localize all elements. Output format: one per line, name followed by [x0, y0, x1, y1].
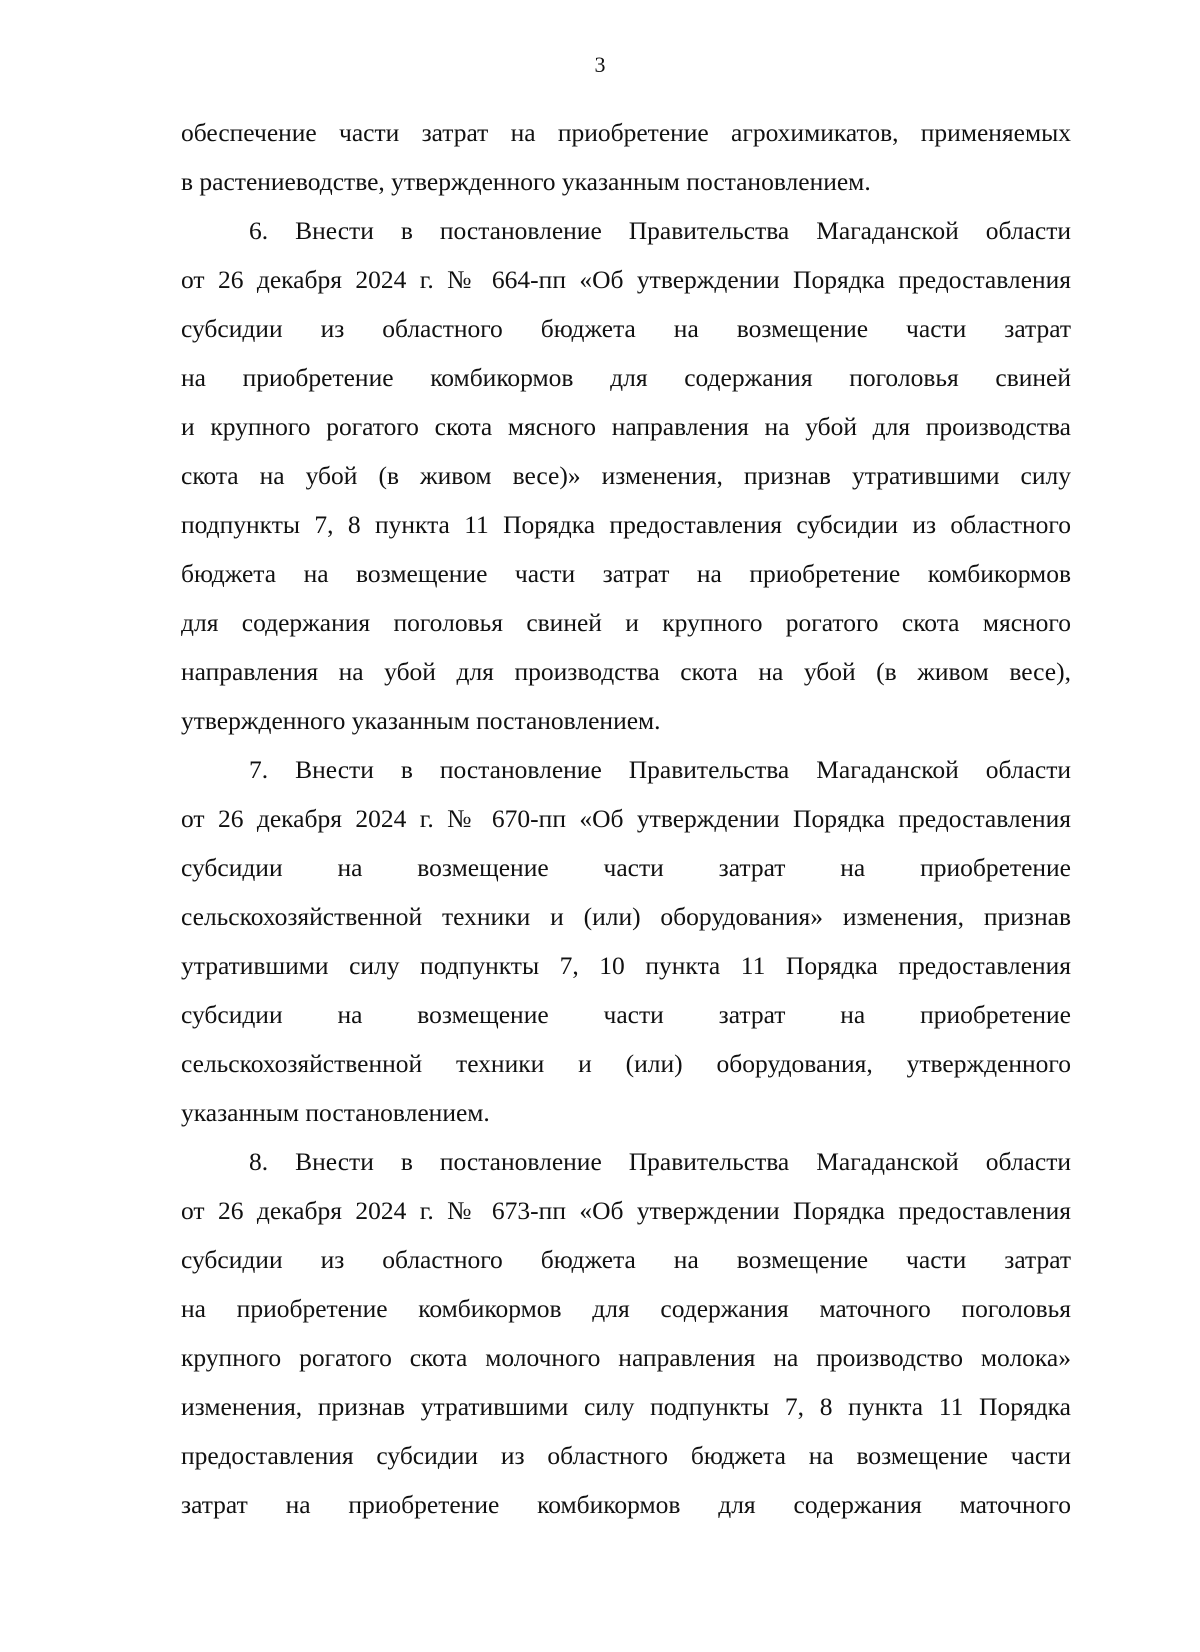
text-line: утратившими силу подпункты 7, 10 пункта 11 Порядка предоставления: [181, 951, 1071, 980]
text-line: бюджета на возмещение части затрат на приобретение комбикормов: [181, 559, 1071, 588]
text-line: 6. Внести в постановление Правительства Магаданской области: [249, 216, 1071, 245]
text-line: подпункты 7, 8 пункта 11 Порядка предоставления субсидии из областного: [181, 510, 1071, 539]
text-line: на приобретение комбикормов для содержания поголовья свиней: [181, 363, 1071, 392]
text-line: от 26 декабря 2024 г. № 673-пп «Об утверждении Порядка предоставления: [181, 1196, 1071, 1225]
text-line: сельскохозяйственной техники и (или) оборудования» изменения, признав: [181, 902, 1071, 931]
paragraph-item-6: [181, 206, 1071, 745]
text-line: затрат на приобретение комбикормов для содержания маточного: [181, 1490, 1071, 1519]
text-line: утвержденного указанным постановлением.: [181, 706, 661, 735]
text-line: 8. Внести в постановление Правительства Магаданской области: [249, 1147, 1071, 1176]
text-line: изменения, признав утратившими силу подпункты 7, 8 пункта 11 Порядка: [181, 1392, 1071, 1421]
text-line: на приобретение комбикормов для содержания маточного поголовья: [181, 1294, 1071, 1323]
text-line: и крупного рогатого скота мясного направления на убой для производства: [181, 412, 1071, 441]
text-line: крупного рогатого скота молочного направления на производство молока»: [181, 1343, 1071, 1372]
text-line: предоставления субсидии из областного бюджета на возмещение части: [181, 1441, 1071, 1470]
text-line: субсидии на возмещение части затрат на приобретение: [181, 853, 1071, 882]
text-line: в растениеводстве, утвержденного указанным постановлением.: [181, 167, 871, 196]
text-line: от 26 декабря 2024 г. № 670-пп «Об утверждении Порядка предоставления: [181, 804, 1071, 833]
text-line: направления на убой для производства скота на убой (в живом весе),: [181, 657, 1071, 686]
text-line: субсидии на возмещение части затрат на приобретение: [181, 1000, 1071, 1029]
text-line: субсидии из областного бюджета на возмещение части затрат: [181, 1245, 1071, 1274]
text-line: сельскохозяйственной техники и (или) оборудования, утвержденного: [181, 1049, 1071, 1078]
page-number: 3: [594, 52, 606, 77]
paragraph-continuation: [181, 108, 1071, 206]
text-line: обеспечение части затрат на приобретение агрохимикатов, применяемых: [181, 118, 1071, 147]
paragraph-item-7: [181, 745, 1071, 1137]
text-line: 7. Внести в постановление Правительства Магаданской области: [249, 755, 1071, 784]
text-line: для содержания поголовья свиней и крупного рогатого скота мясного: [181, 608, 1071, 637]
text-line: субсидии из областного бюджета на возмещение части затрат: [181, 314, 1071, 343]
document-body: [181, 108, 1071, 1529]
text-line: скота на убой (в живом весе)» изменения, признав утратившими силу: [181, 461, 1071, 490]
paragraph-item-8: [181, 1137, 1071, 1529]
text-line: от 26 декабря 2024 г. № 664-пп «Об утверждении Порядка предоставления: [181, 265, 1071, 294]
text-line: указанным постановлением.: [181, 1098, 490, 1127]
